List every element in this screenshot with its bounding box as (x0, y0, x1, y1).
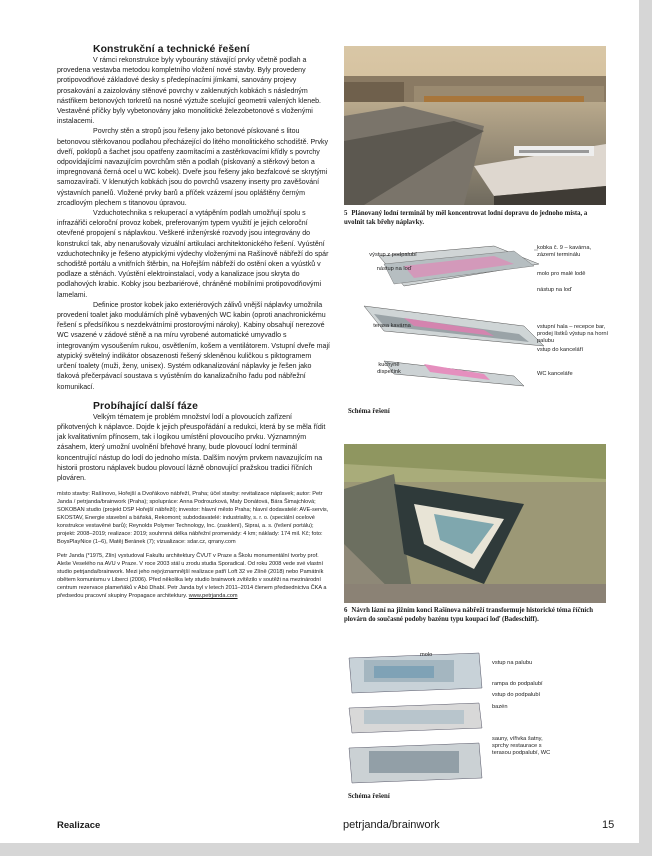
footer-section: Realizace (57, 820, 101, 831)
page-number: 15 (602, 819, 615, 831)
label-pier-top: molo (420, 652, 433, 658)
label-boarding-right: nástup na loď (537, 287, 572, 293)
fig6-caption: 6 Návrh lázní na jižním konci Rašínova nábřeží transformuje historické téma říčních plovárn do současné podoby bazénu typu koupací loď (Badeschiff). (344, 607, 594, 623)
paragraph: V rámci rekonstrukce byly vybourány stávající prvky včetně podlah a provedena vestavba metodou kompletního vložení nové stavby. Byly provedeny protipovodňové základové desky s předepínacími jímkami, sanovány projevy prosakování a zaizolovány stěnové povrchy v zaklenutých kobkách s následným nástřikem betonových torkretů na nosné výztuže scelující geometrii valených kleneb. Vestavěné příčky byly vybetonovány jako monolitické železobetonové s vloženými instalacemi. (57, 57, 322, 126)
paragraph: Vzduchotechnika s rekuperací a vytápěním podlah umožňují spolu s infrazářiči celoroční provoz kobek, preferovaným typem využití je jejich celoroční otevřené propojení s náplavkou. Veškeré inženýrské rozvody jsou integrovány do konstrukcí tak, aby nenarušovaly vizuální artikulaci architektonického řešení. Vyústění vzduchotechniky je řešeno atypickými výdechy vloženými na Rašínově nábřeží do spár schodiště portálu a vnitřních štěrbin, na Hořejším nábřeží do ostění oken a vyústků v podlaze a stěnách. Vyústění elektroinstalací, vody a kanalizace jsou skryta do podlahových krabic. Kobky jsou bezbariérové, chráněné mobilními protipovodňovými lamelami. (57, 210, 329, 299)
diagram1-title: Schéma řešení (348, 408, 390, 415)
label-boarding: nástup na loď (376, 266, 412, 272)
label-ramp: rampa do podpalubí (492, 681, 543, 687)
footer-studio: petrjanda/brainwork (343, 819, 440, 831)
section-heading-construction: Konstrukční a technické řešení (93, 44, 250, 55)
bath-photo (344, 444, 606, 603)
diagram2-title: Schéma řešení (348, 793, 390, 800)
fig5-caption: 5 Plánovaný lodní terminál by měl koncentrovat lodní dopravu do jednoho místa, a uvolnit tak břehy náplavky. (344, 210, 588, 226)
bath-diagram (344, 648, 484, 788)
project-credits: místo stavby: Rašínovo, Hořejší a Dvořákovo nábřeží, Praha; účel stavby: revitalizace náplavek; autor: Petr Janda / petrjanda/brainwork (Praha); spolupráce: Anna Podrouzková, Maty Donátová, Bára Šimajchlová; SOKOBAN studio (projekt DSP Hořejší nábřeží); investor: hlavní město Praha; hlavní dodavatelé: AVE-servis, EKOSTAV, Energie stavební a báňská, Rekomont; subdodavatelé: industriality, s. r. o. (speciální ocelové konstrukce vestavěné barů); Reynolds Polymer Technology, Inc. (zasklení), Siprai, a. s. (řešení portálu); projekt: 2008–2019; realizace: 2019; souhrnná délka nábřežní promenády: 4 km; náklady: 174 mil. Kč; foto: BoysPlayNice (1–6), Matěj Beránek (7); vizualizace: sdar.cz, qrrany.com (57, 491, 329, 546)
label-terrace: terasa kavárna (373, 323, 411, 329)
bio-text: Petr Janda (*1975, Zlín) vystudoval Fakultu architektury ČVUT v Praze a Školu monumentální tvorby prof. Aleše Veselého na AVU v Praze. V roce 2003 stál u zrodu studia Sporadical. Od roku 2008 vede své vlastní studio petrjanda/brainwork. Mezi jeho nejvýznamnější realizace patří Loft 32 ve Zlíně (2018) nebo Památník obětem komunismu v Liberci (2006). Před několika lety studio brainwork zvítězilo v soutěži na mezinárodní centrum rezervace plameňáků v Abú Dhabí. Petr Janda byl v letech 2011–2014 členem předsednictva ČKA a předsedou pracovní skupiny Propagace architektury. (57, 553, 327, 600)
label-pier: molo pro malé lodě (537, 271, 586, 277)
page-edge-right (639, 0, 652, 856)
label-saunas: sauny, vířivka šatny, sprchy restaurace s terasou podpalubí, WC (492, 736, 551, 756)
text-column (57, 44, 330, 600)
label-kobka9: kobka č. 9 – kavárna, zázemí terminálu (537, 245, 592, 258)
label-below-entry: vstup do podpalubí (492, 692, 541, 698)
bio-link[interactable]: www.petrjanda.com (188, 593, 238, 600)
section-heading-next-phase: Probíhající další fáze (93, 400, 198, 412)
label-wc-offices: WC kanceláře (537, 371, 573, 377)
label-exit-below: výstup z podpalubí (369, 252, 417, 258)
terminal-photo (344, 46, 606, 205)
page-edge-bottom (0, 843, 652, 856)
author-bio (57, 552, 330, 600)
paragraph: Definice prostor kobek jako exteriérových zálivů vnější náplavky umožnila provedení toalet jako modulárních plně vybavených WC kabin (oproti anachronickému řešení s předsíňkou s nezdekvátními prostorovými nároky). Kabiny obsahují nerezové WC vsazené v zádové stěně a na míru vyrobené automatické umyvadlo s integrovaným vysoušením rukou, osvětlením, košem a ventilátorem. Vstupní dveře mají atypický světelný indikátor obsazenosti řešený skleněnou kuličkou s piktogramem určení toalety (muži, ženy, unisex). Systém odkanalizování náplavky je řešen jako tlaková přečerpávací soustava s vyústěním do kanalizačního řadu pod nábřežní komunikací. (57, 301, 330, 391)
label-kitchen: kuchyně dispečink (377, 362, 401, 375)
paragraph: Povrchy stěn a stropů jsou řešeny jako betonové pískované s litou betonovou stěrkovanou podlahou přecházející do litého monolitického schodiště. Prvky dveří, poklopů a šachet jsou opatřeny zaomítacími a zastěrkovacími křídly s povrchy odpovídajícími navazujícím povrchům stěn a podlah (pískovaný a stěrkový beton a impregnovaná černá ocel u WC kobek). Dveře jsou řešeny jako bezfalcové se skrytými samozavírači. V klenutých kobkách jsou do povrchů vsazeny inserty pro zavěšování výstavních panelů. Vložené prvky barů a příček vzázemí jsou opláštěny černým zrcadlovým plechem s titanovou úpravou. (57, 128, 329, 207)
label-office-entry: vstup do kanceláří (537, 347, 584, 353)
label-pool: bazén (492, 704, 508, 710)
label-entrance-hall: vstupní hala – recepce bar, prodej lístků výstup na horní palubu (537, 324, 609, 344)
label-deck-entry: vstup na palubu (492, 660, 533, 666)
paragraph: Velkým tématem je problém množství lodí a plovoucích zařízení přikotvených k náplavce. Dojde k jejich přeuspořádání a redukci, která by se měla řídit jak kvalitativním přínosem, tak i logikou umístění plovoucího prvku. Významným zásahem, který umožní uvolnění břehové hrany, bude plovoucí lodní terminál koncentrující nástup do lodí do jednoho místa. Dalším novým prvkem navazujícím na historii prostoru náplavek budou plovoucí lázně obnovující pražskou tradici říčních plováren. (57, 413, 326, 482)
